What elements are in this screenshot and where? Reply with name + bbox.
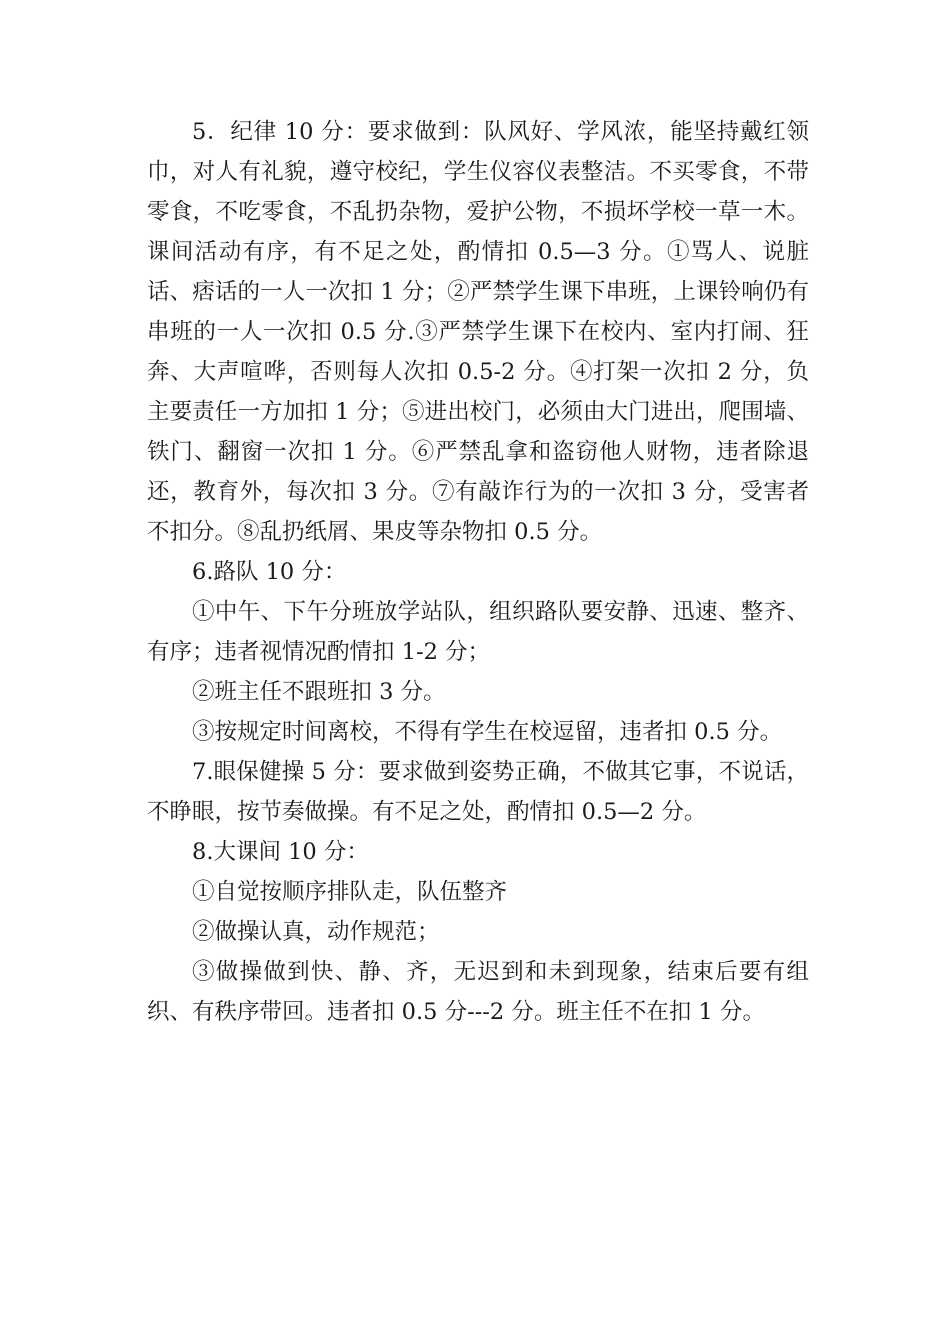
paragraph-road-team-item-2: ②班主任不跟班扣 3 分。 [192, 679, 446, 705]
paragraph-big-break-item-1: ①自觉按顺序排队走，队伍整齐 [192, 879, 508, 905]
paragraph-big-break-item-3: ③做操做到快、静、齐，无迟到和未到现象，结束后要有组织、有秩序带回。违者扣 0.5 分---2 分。班主任不在扣 1 分。 [147, 959, 809, 1025]
paragraph-road-team-item-1: ①中午、下午分班放学站队，组织路队要安静、迅速、整齐、有序；违者视情况酌情扣 1-2 分； [147, 599, 809, 665]
heading-road-team: 6.路队 10 分： [192, 559, 347, 585]
paragraph-road-team-item-3: ③按规定时间离校，不得有学生在校逗留，违者扣 0.5 分。 [192, 719, 783, 745]
paragraph-eye-exercise: 7.眼保健操 5 分：要求做到姿势正确，不做其它事，不说话，不睁眼，按节奏做操。有不足之处，酌情扣 0.5—2 分。 [147, 759, 809, 825]
paragraph-big-break-item-2: ②做操认真，动作规范； [192, 919, 440, 945]
paragraph-discipline: 5．纪律 10 分：要求做到：队风好、学风浓，能坚持戴红领巾，对人有礼貌，遵守校纪，学生仪容仪表整洁。不买零食，不带零食，不吃零食，不乱扔杂物，爱护公物，不损坏学校一草一木。 课间活动有序，有不足之处，酌情扣 0.5—3 分。①骂人、说脏话、痞话的一人一次扣 1 分；②严禁学生课下串班，上课铃响仍有串班的一人一次扣 0.5 分.③严禁学生课下在校内、室内打闹、狂奔、大声喧哗，否则每人次扣 0.5-2 分。④打架一次扣 2 分，负主要责任一方加扣 1 分；⑤进出校门，必须由大门进出，爬围墙、铁门、翻窗一次扣 1 分。⑥严禁乱拿和盗窃他人财物，违者除退还，教育外，每次扣 3 分。⑦有敲诈行为的一次扣 3 分，受害者不扣分。⑧乱扔纸屑、果皮等杂物扣 0.5 分。 [147, 119, 809, 545]
heading-big-break: 8.大课间 10 分： [192, 839, 369, 865]
document-page [147, 112, 809, 1032]
